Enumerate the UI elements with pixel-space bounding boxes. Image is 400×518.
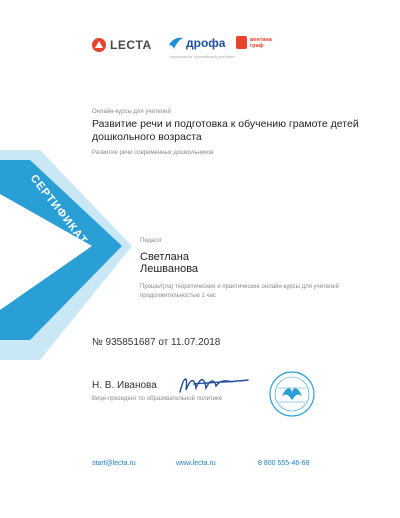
certificate-number: № 935851687 от 11.07.2018 [92, 337, 221, 348]
course-title: Развитие речи и подготовка к обучению грамоте детей дошкольного возраста [92, 118, 359, 143]
contact-phone[interactable]: 8 800 555-46-68 [258, 460, 310, 467]
recipient-first-name: Светлана [140, 251, 189, 263]
contact-email-link[interactable]: start@lecta.ru [92, 460, 136, 467]
drofa-logo [168, 36, 225, 50]
lecta-logo-text: LECTA [110, 38, 152, 52]
ribbon-label: СЕРТИФИКАТ [27, 172, 90, 248]
drofa-logo-text: дрофа [186, 36, 226, 50]
footer-contacts [92, 460, 322, 472]
completion-text: Прошел(ла) теоретические и практические онлайн-курсы для учителей продолжительностью 1 час [140, 284, 339, 299]
certificate-ribbon [0, 150, 135, 360]
signer-role: Вице-президент по образовательной политике [92, 396, 223, 402]
recipient-role: Педагог [140, 238, 162, 244]
ventana-logo-line1: вентана [250, 36, 272, 43]
drofa-logo-icon [168, 36, 184, 50]
ventana-logo-icon [236, 36, 247, 49]
signature-icon [174, 370, 254, 398]
seal-stamp-icon [268, 370, 316, 418]
ventana-logo-text [250, 37, 272, 49]
course-subtitle: Развитие речи современных дошкольников [92, 150, 214, 156]
ventana-logo [236, 36, 272, 49]
lecta-logo [92, 38, 152, 52]
lecta-logo-icon [92, 38, 106, 52]
course-category-label: Онлайн-курсы для учителей [92, 109, 171, 115]
header-tagline: корпорация «российский учебник» [170, 55, 236, 59]
signer-name: Н. В. Иванова [92, 380, 157, 391]
ventana-logo-line2: граф [250, 42, 264, 49]
contact-website-link[interactable]: www.lecta.ru [176, 460, 216, 467]
recipient-last-name: Лешванова [140, 263, 199, 275]
